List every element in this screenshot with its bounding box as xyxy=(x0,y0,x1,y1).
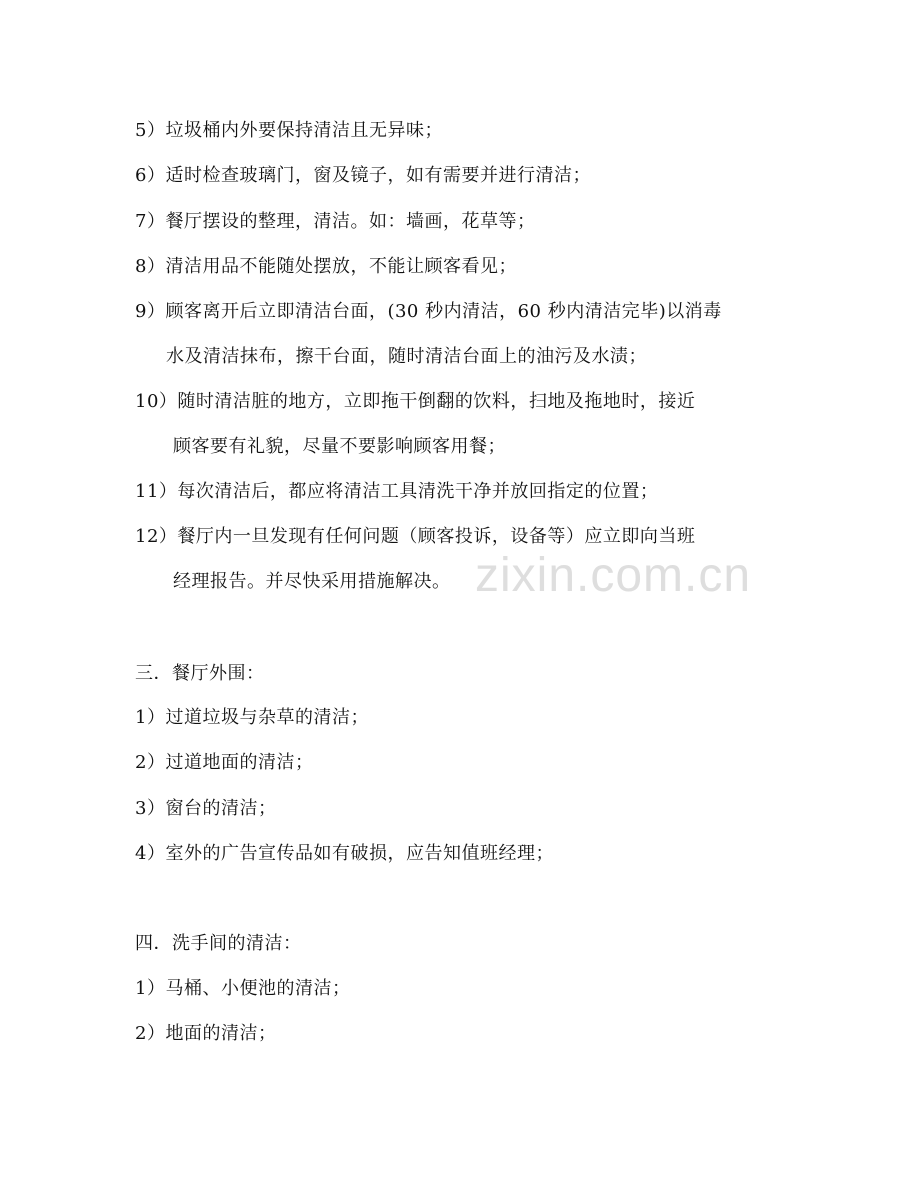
list-item-8: 8）清洁用品不能随处摆放，不能让顾客看见； xyxy=(135,256,517,277)
exterior-item-1: 1）过道垃圾与杂草的清洁； xyxy=(135,707,369,728)
list-item-12: 12）餐厅内一旦发现有任何问题（顾客投诉，设备等）应立即向当班 xyxy=(135,526,696,547)
list-item-6: 6）适时检查玻璃门，窗及镜子，如有需要并进行清洁； xyxy=(135,165,591,186)
exterior-item-4: 4）室外的广告宣传品如有破损，应告知值班经理； xyxy=(135,843,554,864)
exterior-item-2: 2）过道地面的清洁； xyxy=(135,752,314,773)
exterior-item-3: 3）窗台的清洁； xyxy=(135,798,277,819)
list-item-7: 7）餐厅摆设的整理，清洁。如：墙画，花草等； xyxy=(135,211,536,232)
section-heading-restroom: 四．洗手间的清洁： xyxy=(135,933,302,954)
list-item-9: 9）顾客离开后立即清洁台面，(30 秒内清洁，60 秒内清洁完毕)以消毒 xyxy=(135,301,722,322)
list-item-9-continued: 水及清洁抹布，擦干台面，随时清洁台面上的油污及水渍； xyxy=(166,346,647,367)
list-item-5: 5）垃圾桶内外要保持清洁且无异味； xyxy=(135,120,443,141)
watermark: zixin.com.cn xyxy=(475,549,752,602)
section-heading-exterior: 三．餐厅外围： xyxy=(135,663,265,684)
restroom-item-2: 2）地面的清洁； xyxy=(135,1023,277,1044)
list-item-11: 11）每次清洁后，都应将清洁工具清洗干净并放回指定的位置； xyxy=(135,481,659,502)
restroom-item-1: 1）马桶、小便池的清洁； xyxy=(135,978,351,999)
list-item-10: 10）随时清洁脏的地方，立即拖干倒翻的饮料，扫地及拖地时，接近 xyxy=(135,391,696,412)
list-item-10-continued: 顾客要有礼貌，尽量不要影响顾客用餐； xyxy=(173,436,506,457)
list-item-12-continued: 经理报告。并尽快采用措施解决。 xyxy=(173,571,451,592)
